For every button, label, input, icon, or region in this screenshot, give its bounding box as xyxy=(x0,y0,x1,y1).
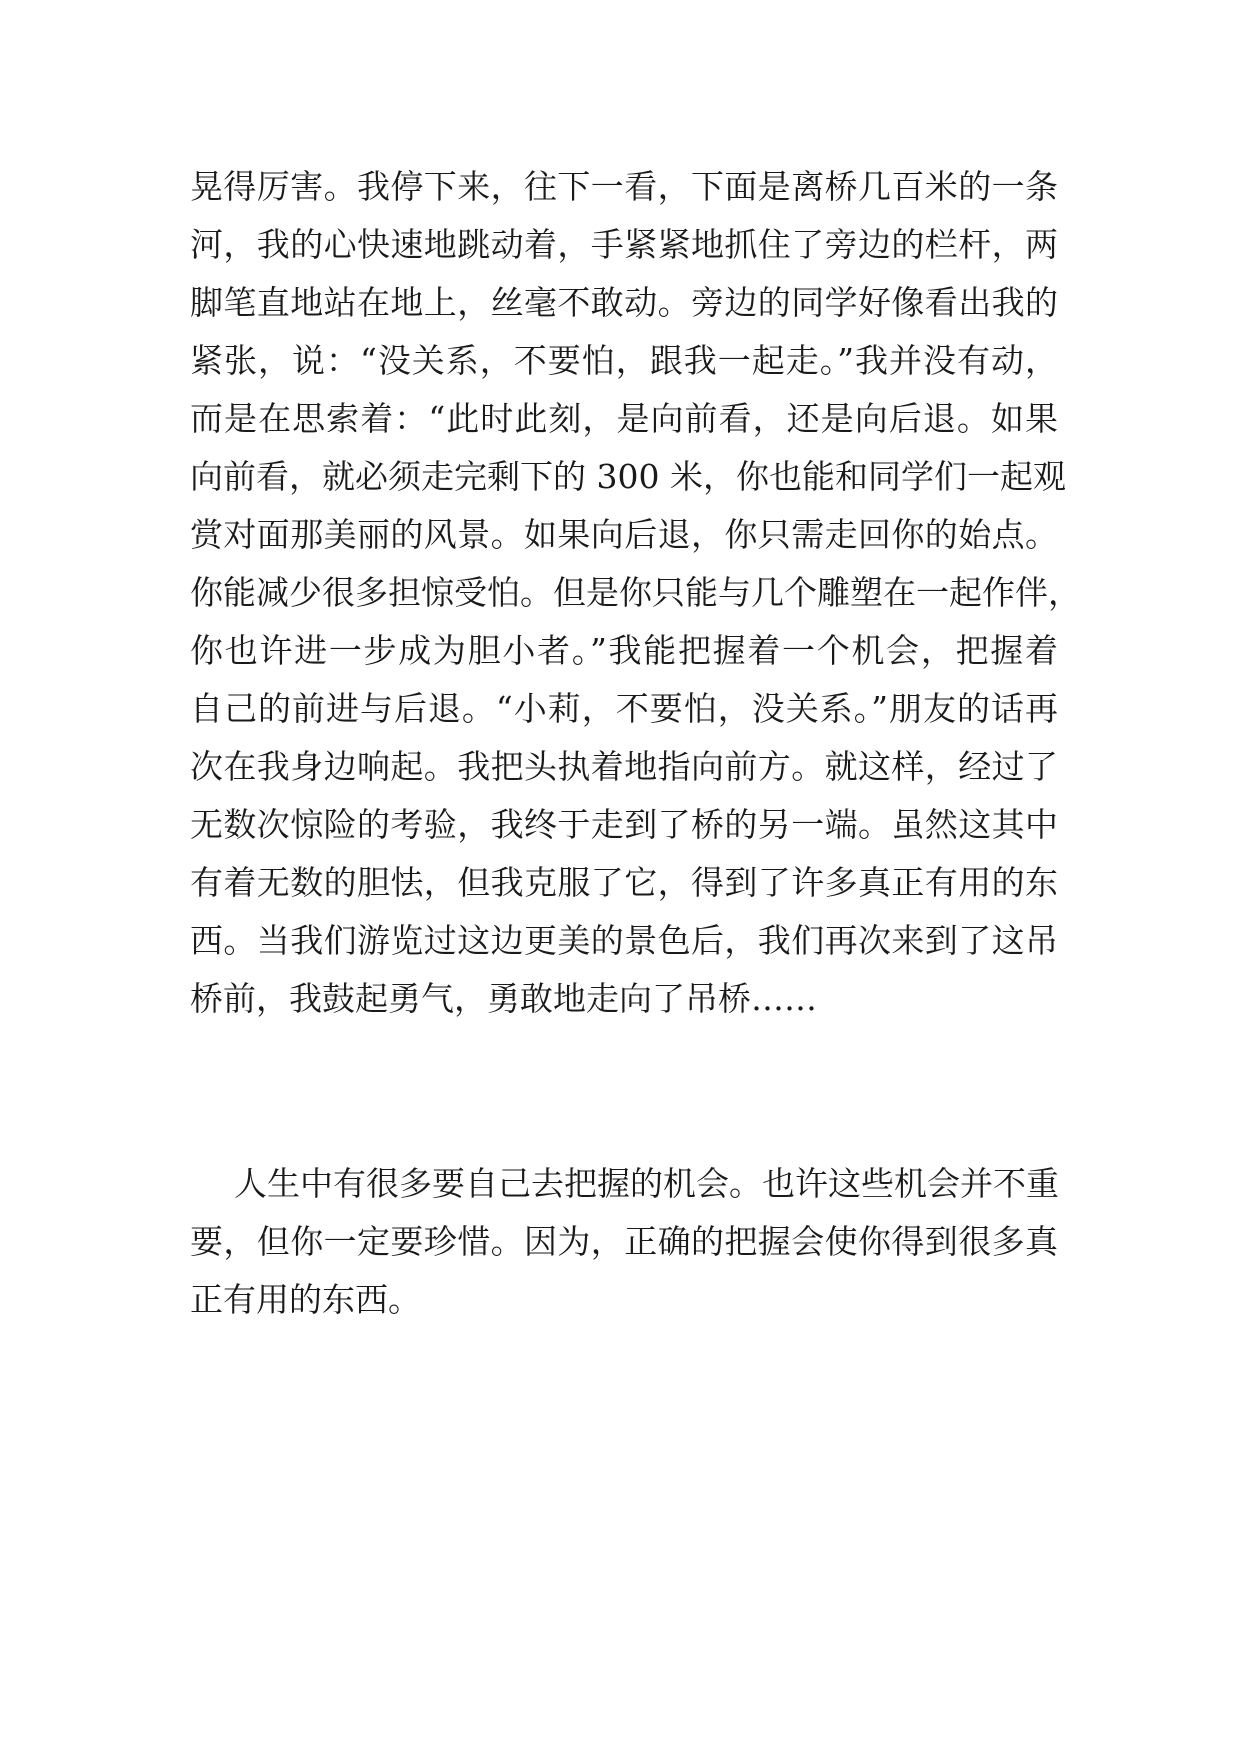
text-line: 要，但你一定要珍惜。因为，正确的把握会使你得到很多真 xyxy=(190,1222,1058,1261)
text-line: 自己的前进与后退。“小莉，不要怕，没关系。”朋友的话再 xyxy=(190,689,1058,728)
text-line: 晃得厉害。我停下来，往下一看，下面是离桥几百米的一条 xyxy=(190,167,1058,206)
text-line: 桥前，我鼓起勇气，勇敢地走向了吊桥…… xyxy=(190,979,817,1018)
paragraph-story xyxy=(190,158,1081,1028)
text-line: 西。当我们游览过这边更美的景色后，我们再次来到了这吊 xyxy=(190,921,1058,960)
text-line: 无数次惊险的考验，我终于走到了桥的另一端。虽然这其中 xyxy=(190,805,1058,844)
text-line: 你能减少很多担惊受怕。但是你只能与几个雕塑在一起作伴， xyxy=(190,573,1081,612)
text-line: 而是在思索着：“此时此刻，是向前看，还是向后退。如果 xyxy=(190,399,1058,438)
text-line: 有着无数的胆怯，但我克服了它，得到了许多真正有用的东 xyxy=(190,863,1058,902)
text-line: 紧张，说：“没关系，不要怕，跟我一起走。”我并没有动， xyxy=(190,341,1058,380)
text-line: 次在我身边响起。我把头执着地指向前方。就这样，经过了 xyxy=(190,747,1058,786)
text-line: 你也许进一步成为胆小者。”我能把握着一个机会，把握着 xyxy=(190,631,1058,670)
paragraph-conclusion xyxy=(190,1155,1058,1329)
text-line: 赏对面那美丽的风景。如果向后退，你只需走回你的始点。 xyxy=(190,515,1058,554)
text-line: 正有用的东西。 xyxy=(190,1280,421,1319)
text-line: 河，我的心快速地跳动着，手紧紧地抓住了旁边的栏杆，两 xyxy=(190,225,1058,264)
text-line: 向前看，就必须走完剩下的 300 米，你也能和同学们一起观 xyxy=(190,457,1066,496)
text-line: 脚笔直地站在地上，丝毫不敢动。旁边的同学好像看出我的 xyxy=(190,283,1058,322)
text-line: 人生中有很多要自己去把握的机会。也许这些机会并不重 xyxy=(234,1164,1059,1203)
